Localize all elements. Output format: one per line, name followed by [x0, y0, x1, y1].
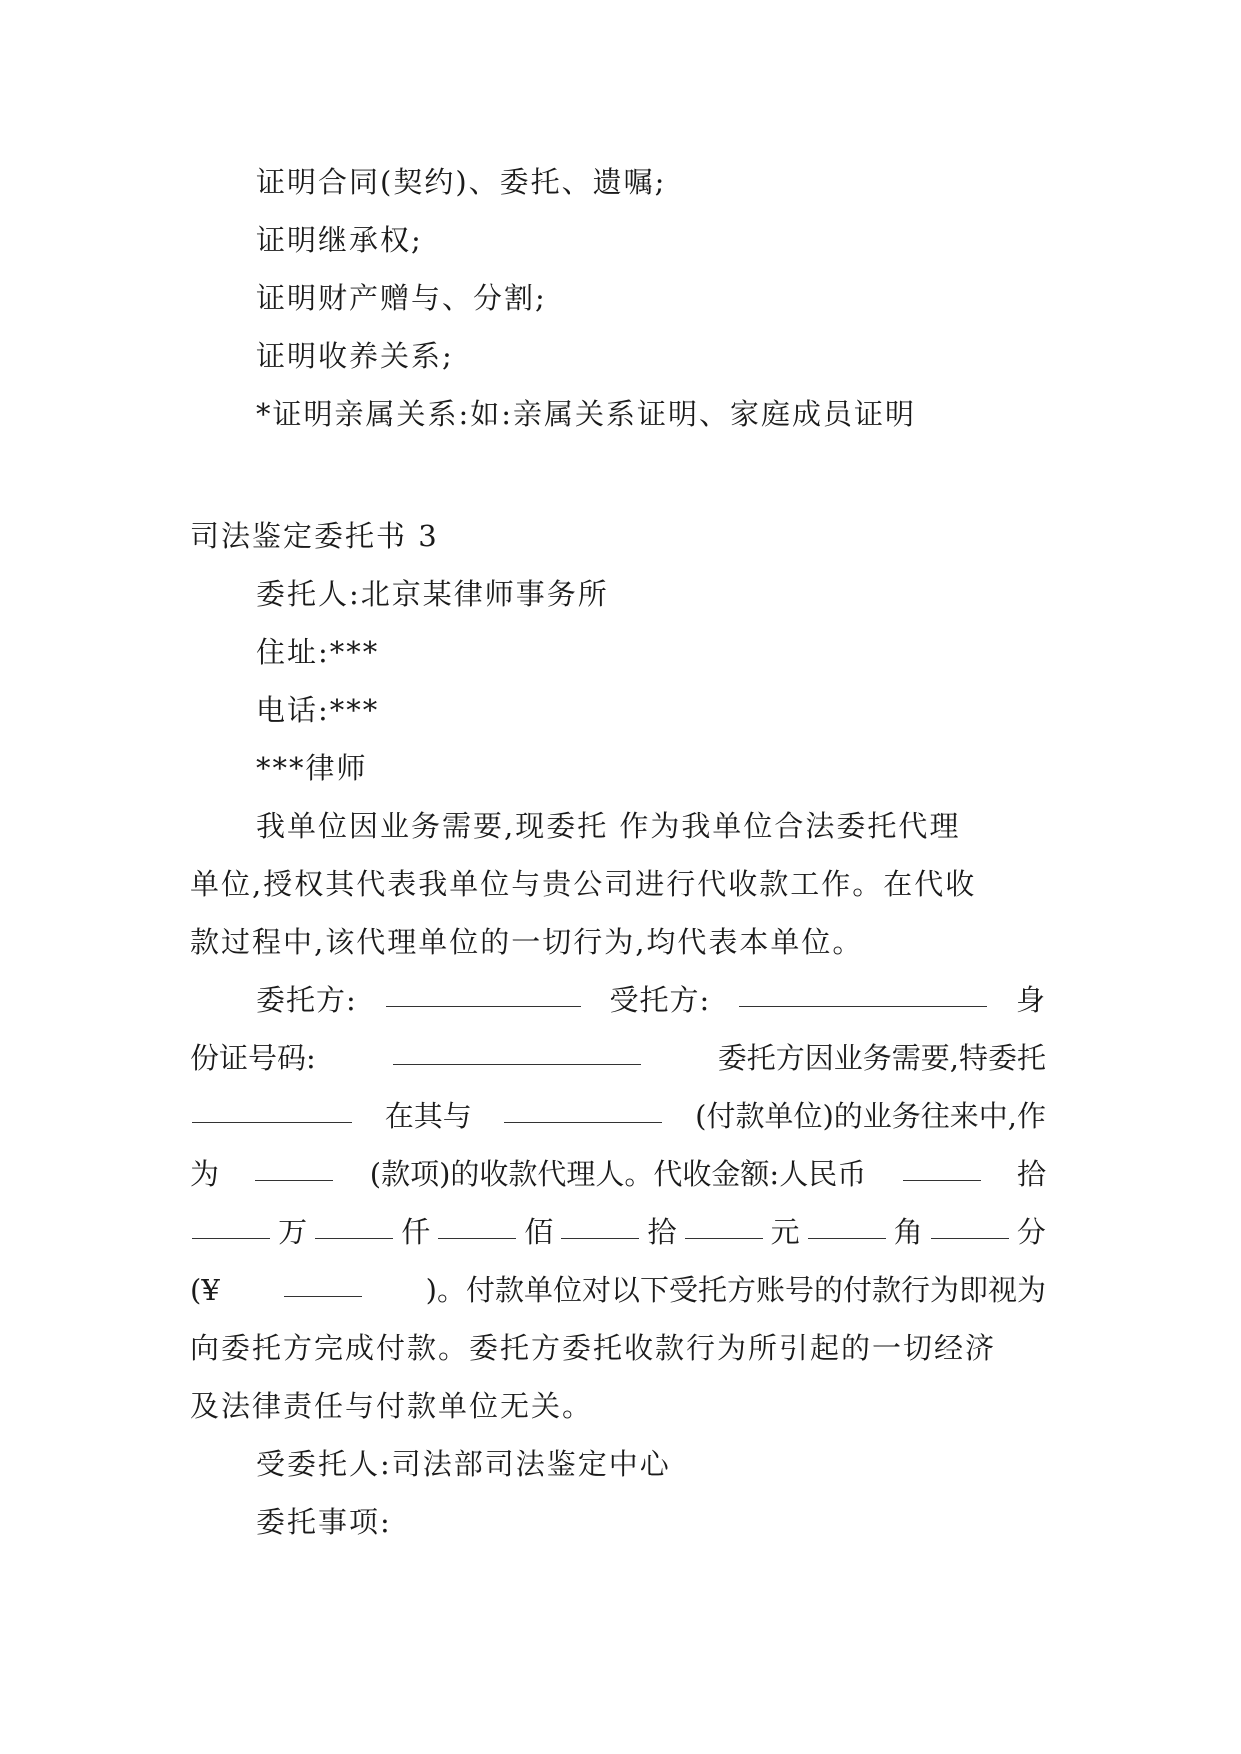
amount-blank [685, 1212, 763, 1239]
amount-blank [438, 1212, 516, 1239]
paragraph-line: 款过程中,该代理单位的一切行为,均代表本单位。 [190, 925, 864, 959]
yuan-blank [284, 1270, 362, 1297]
form-line [256, 980, 1046, 1020]
item-blank [255, 1154, 333, 1181]
principal-label: 委托方: [256, 983, 357, 1017]
unit-label: 元 [770, 1215, 800, 1249]
text-line: 证明财产赠与、分割; [256, 281, 547, 315]
unit-label: 万 [278, 1215, 308, 1249]
text-fragment: (¥ [190, 1273, 220, 1307]
paragraph-line: 向委托方完成付款。委托方委托收款行为所引起的一切经济 [190, 1331, 997, 1365]
id-label: 份证号码: [190, 1041, 316, 1075]
agent-label: 受托方: [609, 983, 711, 1017]
text-fragment: )。付款单位对以下受托方账号的付款行为即视为 [425, 1273, 1046, 1307]
text-line: 证明收养关系; [256, 339, 454, 373]
text-line: 证明继承权; [256, 223, 423, 257]
client-line: 委托人:北京某律师事务所 [256, 577, 609, 611]
unit-label: 仟 [401, 1215, 431, 1249]
amount-blank [315, 1212, 393, 1239]
phone-line: 电话:*** [256, 693, 380, 727]
id-blank [393, 1038, 641, 1065]
paragraph-line: 及法律责任与付款单位无关。 [190, 1389, 594, 1423]
form-line [190, 1038, 1046, 1078]
unit-label: 佰 [524, 1215, 554, 1249]
amount-blank [561, 1212, 639, 1239]
trustee-line: 受委托人:司法部司法鉴定中心 [256, 1447, 671, 1481]
section-heading: 司法鉴定委托书 3 [190, 519, 439, 553]
unit-label: 拾 [647, 1215, 677, 1249]
form-line [190, 1154, 1046, 1194]
amount-blank [192, 1212, 270, 1239]
paragraph-line: 我单位因业务需要,现委托 作为我单位合法委托代理 [256, 809, 961, 843]
address-line: 住址:*** [256, 635, 380, 669]
text-fragment: 为 [190, 1157, 220, 1191]
paragraph-line: 单位,授权其代表我单位与贵公司进行代收款工作。在代收 [190, 867, 977, 901]
matters-line: 委托事项: [256, 1505, 392, 1539]
unit-label: 分 [1016, 1215, 1046, 1249]
principal-blank [386, 980, 581, 1007]
payer-blank [504, 1096, 662, 1123]
lawyer-line: ***律师 [256, 751, 368, 785]
agent-blank [739, 980, 987, 1007]
unit-label: 角 [893, 1215, 923, 1249]
form-line [190, 1096, 1046, 1136]
text-line: *证明亲属关系:如:亲属关系证明、家庭成员证明 [256, 397, 917, 431]
form-line [190, 1270, 1046, 1310]
blank-line [192, 1096, 352, 1123]
text-fragment: (款项)的收款代理人。代收金额:人民币 [369, 1157, 867, 1191]
text-line: 证明合同(契约)、委托、遗嘱; [256, 165, 667, 199]
amount-blank [808, 1212, 886, 1239]
amount-blank [931, 1212, 1009, 1239]
amount-blank [903, 1154, 981, 1181]
text-fragment: 在其与 [384, 1099, 472, 1133]
text-fragment: 委托方因业务需要,特委托 [717, 1041, 1046, 1075]
text-fragment: 身 [1015, 983, 1046, 1017]
text-fragment: 拾 [1016, 1157, 1046, 1191]
text-fragment: (付款单位)的业务往来中,作 [695, 1099, 1046, 1133]
amount-units-line [190, 1212, 1046, 1252]
